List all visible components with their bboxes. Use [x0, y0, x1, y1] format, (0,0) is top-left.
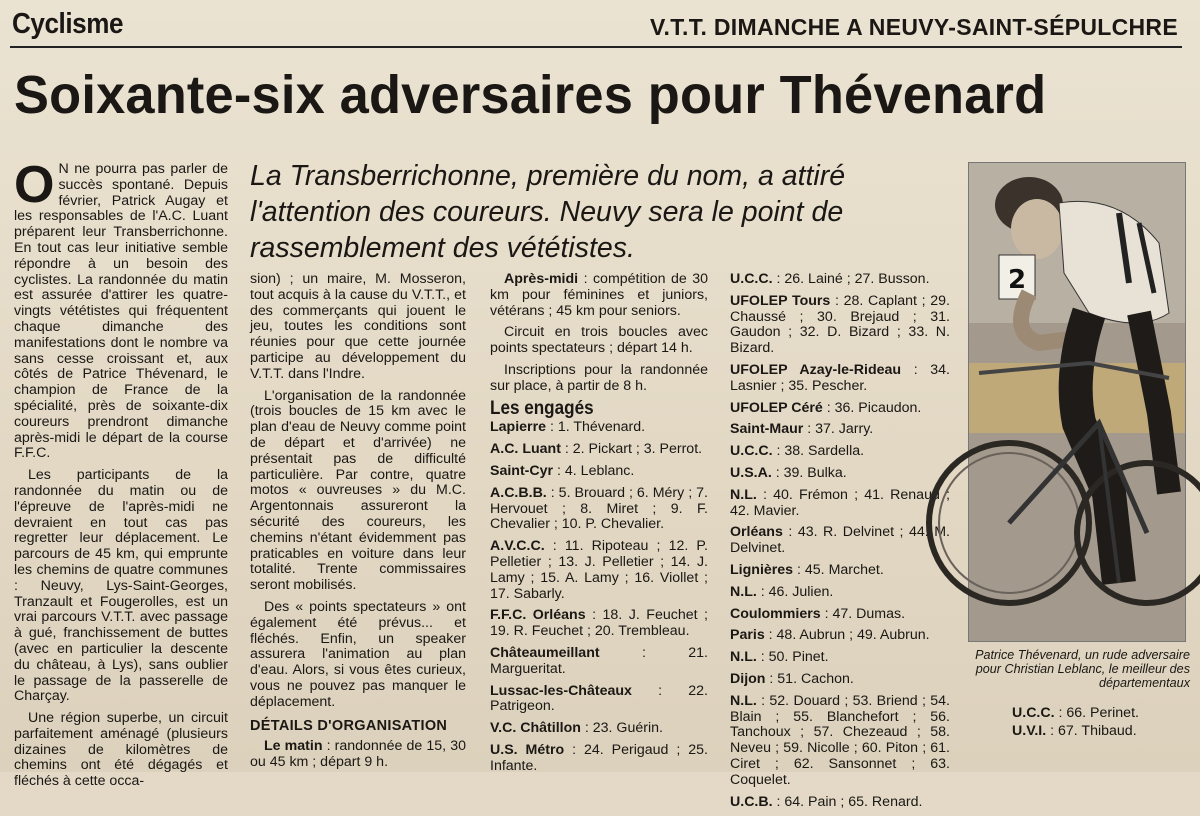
- club-name: U.C.C.: [730, 443, 773, 460]
- entrant-entry: [490, 486, 708, 533]
- rider-names: : 1. Thévenard.: [546, 419, 646, 436]
- entrant-entry: [730, 422, 950, 438]
- entrants-list: [730, 272, 950, 810]
- entrant-entry: [490, 442, 708, 458]
- rider-names: : 11. Ripoteau ; 12. P. Pelletier ; 13. J. Pelletier ; 14. J. Lamy ; 15. A. Lamy ; 16. Viollet ; 17. Sabarly.: [490, 538, 708, 602]
- entrant-entry: [490, 608, 708, 640]
- entrant-entry: [730, 525, 950, 557]
- header-rule: [10, 46, 1182, 48]
- rider-names: : 40. Frémon ; 41. Renaud ; 42. Mavier.: [730, 486, 950, 519]
- entrant-entry: [1012, 706, 1139, 722]
- bib-number: 2: [1007, 265, 1027, 295]
- rider-names: : 39. Bulka.: [771, 464, 847, 481]
- article-column-3: [490, 272, 708, 781]
- rider-names: : 46. Julien.: [756, 583, 834, 600]
- club-name: U.C.C.: [1012, 705, 1055, 721]
- entrant-entry: [730, 607, 950, 623]
- rider-names: : 51. Cachon.: [765, 670, 854, 687]
- kicker: V.T.T. DIMANCHE A NEUVY-SAINT-SÉPULCHRE: [650, 14, 1178, 40]
- club-name: N.L.: [730, 649, 757, 666]
- rider-names: : 28. Caplant ; 29. Chaussé ; 30. Brejaud ; 31. Gaudon ; 32. D. Bizard ; 33. N. Bizard.: [730, 292, 950, 357]
- rider-names: : 47. Dumas.: [820, 605, 906, 622]
- entrant-entry: [1012, 724, 1139, 740]
- entrant-entry: [730, 444, 950, 460]
- entrant-entry: [730, 401, 950, 417]
- rider-names: : 50. Pinet.: [756, 649, 829, 666]
- rider-names: : 5. Brouard ; 6. Méry ; 7. Hervouet ; 8. Miret ; 9. F. Chevalier ; 10. P. Chevalier.: [490, 484, 708, 533]
- schedule-afternoon: Après-midi : compétition de 30 km pour féminines et juniors, vétérans ; 45 km pour seniors.: [490, 271, 708, 319]
- entrant-entry: [730, 650, 950, 666]
- entrant-entry: [730, 672, 950, 688]
- entrant-entry: [490, 646, 708, 678]
- entrant-entry: [490, 684, 708, 716]
- club-name: Paris: [730, 627, 765, 644]
- club-name: N.L.: [730, 486, 757, 503]
- club-name: A.C.B.B.: [490, 484, 547, 501]
- club-name: Orléans: [730, 524, 783, 541]
- rider-names: : 4. Leblanc.: [553, 462, 635, 479]
- entrants-list: [490, 420, 708, 774]
- rider-names: : 23. Guérin.: [580, 720, 663, 737]
- article-paragraph: L'organisation de la randonnée (trois boucles de 15 km avec le plan d'eau de Neuvy comme point de départ et d'arrivée) ne présentait pas de difficulté particulière. Par contre, quatre motos « ouvreuses » du M.C. Argentonnais assureront la sécurité des coureurs, les chemins n'étant évidemment pas praticables en voiture dans leur totalité. Trente commissaires seront mobilisés.: [250, 387, 466, 594]
- entrant-entry: [490, 539, 708, 602]
- club-name: U.C.C.: [730, 271, 773, 287]
- entrant-entry: [730, 272, 950, 288]
- rider-names: : 37. Jarry.: [803, 421, 874, 438]
- entrant-entry: [730, 363, 950, 395]
- standfirst: La Transberrichonne, première du nom, a attiré l'attention des coureurs. Neuvy sera le point de rassemblement des vététistes.: [250, 160, 846, 264]
- entrant-entry: [490, 420, 708, 436]
- article-column-4: [730, 272, 950, 816]
- cyclist-photo: [968, 162, 1186, 642]
- club-name: Saint-Maur: [730, 421, 804, 438]
- rider-names: : 52. Douard ; 53. Briend ; 54. Blain ; 55. Blanchefort ; 56. Tanchoux ; 57. Chezeaud ; 58. Neveu ; 59. Nicolle ; 60. Piton ; 61. Ciret ; 62. Sansonnet ; 63. Coquelet.: [730, 692, 950, 788]
- article-paragraph: Une région superbe, un circuit parfaitement aménagé (plusieurs dizaines de kilomètres de chemins ont été dégagés et fléchés à cette occa-: [14, 710, 228, 790]
- club-name: V.C. Châtillon: [490, 720, 581, 737]
- article-column-2: [250, 272, 466, 777]
- article-paragraph: Les participants de la randonnée du matin ou de l'épreuve de l'après-midi ne devraient en tout cas pas regretter leur déplacement. Le parcours de 45 km, qui emprunte les chemins de quatre communes : Neuvy, Lys-Saint-Georges, Tranzault et Fougerolles, est un vrai parcours V.T.T. avec passage à gué, franchissement de buttes (avec en particulier la descente du château, à Lys), sans oublier le passage de la passerelle de Charçay.: [14, 467, 228, 705]
- section-heading: DÉTAILS D'ORGANISATION: [250, 717, 448, 734]
- club-name: U.C.B.: [730, 793, 773, 810]
- rider-names: : 24. Perigaud ; 25. Infante.: [490, 741, 708, 774]
- club-name: Dijon: [730, 670, 766, 687]
- entrant-entry: [730, 294, 950, 357]
- article-paragraph: O N ne pourra pas parler de succès spontané. Depuis février, Patrick Augay et les responsables de l'A.C. Luant préparent leur Transberrichonne. En tout cas leur initiative semble répondre à un besoin des cyclistes. La randonnée du matin est assurée d'attirer les quatre-vingts vététistes qui fréquentent chaque dimanche des manifestations dont le nombre va sans cesse croissant et, aux côtés de Patrice Thévenard, le champion de France de la spécialité, près de soixante-dix coureurs prendront dimanche après-midi le départ de la course F.F.C.: [14, 156, 228, 462]
- club-name: Lussac-les-Châteaux: [490, 682, 632, 699]
- rider-names: : 67. Thibaud.: [1046, 722, 1137, 739]
- photo-caption: Patrice Thévenard, un rude adversaire pour Christian Leblanc, le meilleur des départementaux: [975, 648, 1190, 690]
- article-paragraph: Des « points spectateurs » ont également été prévus... et fléchés. Enfin, un speaker assurera l'animation au plan d'eau. Alors, si vous êtes curieux, vous ne pouvez pas manquer le déplacement.: [250, 598, 466, 710]
- club-name: F.F.C. Orléans: [490, 607, 586, 624]
- rider-names: : 48. Aubrun ; 49. Aubrun.: [764, 627, 930, 644]
- rider-names: : 38. Sardella.: [772, 443, 865, 460]
- entrant-entry: [490, 721, 708, 737]
- club-name: Lignières: [730, 561, 794, 578]
- rider-names: : 34. Lasnier ; 35. Pescher.: [730, 361, 950, 394]
- entrant-entry: [490, 464, 708, 480]
- article-paragraph: sion) ; un maire, M. Mosseron, tout acquis à la cause du V.T.T., et des commerçants qui jouent le jeu, toutes les conditions sont réunies pour que cette journée participe au développement du V.T.T. dans l'Indre.: [250, 271, 466, 382]
- rider-names: : 26. Lainé ; 27. Busson.: [772, 271, 930, 287]
- entrants-list-extra: [1012, 706, 1139, 742]
- entrant-entry: [730, 585, 950, 601]
- club-name: N.L.: [730, 692, 757, 709]
- entrant-entry: [730, 466, 950, 482]
- rider-names: : 43. R. Delvinet ; 44. M. Delvinet.: [730, 524, 950, 557]
- rider-names: : 66. Perinet.: [1054, 705, 1139, 721]
- schedule-morning: Le matin : randonnée de 15, 30 ou 45 km ; départ 9 h.: [250, 738, 466, 771]
- rider-names: : 18. J. Feuchet ; 19. R. Feuchet ; 20. Trembleau.: [490, 607, 708, 640]
- club-name: Lapierre: [490, 419, 546, 436]
- rider-names: : 2. Pickart ; 3. Perrot.: [560, 441, 703, 458]
- club-name: U.V.I.: [1012, 722, 1047, 739]
- rider-names: : 22. Patrigeon.: [490, 682, 708, 715]
- rider-names: : 21. Margueritat.: [490, 644, 708, 677]
- club-name: A.C. Luant: [490, 441, 561, 458]
- rider-names: : 45. Marchet.: [793, 561, 884, 578]
- rider-names: : 36. Picaudon.: [822, 399, 922, 416]
- entrant-entry: [490, 743, 708, 775]
- club-name: N.L.: [730, 583, 757, 600]
- drop-cap: O: [14, 156, 55, 214]
- headline: Soixante-six adversaires pour Thévenard: [14, 65, 1047, 125]
- club-name: Coulommiers: [730, 605, 821, 622]
- article-paragraph: Circuit en trois boucles avec points spectateurs ; départ 14 h.: [490, 324, 708, 357]
- article-paragraph: Inscriptions pour la randonnée sur place, à partir de 8 h.: [490, 361, 708, 394]
- rider-names: : 64. Pain ; 65. Renard.: [772, 793, 923, 810]
- entrant-entry: [730, 694, 950, 789]
- entrants-heading: Les engagés: [490, 397, 594, 419]
- club-name: Châteaumeillant: [490, 644, 600, 661]
- entrant-entry: [730, 628, 950, 644]
- club-name: A.V.C.C.: [490, 538, 545, 555]
- entrant-entry: [730, 488, 950, 520]
- entrant-entry: [730, 563, 950, 579]
- club-name: UFOLEP Azay-le-Rideau: [730, 361, 902, 378]
- rubric: Cyclisme: [12, 8, 124, 40]
- club-name: U.S.A.: [730, 464, 772, 481]
- article-column-1: [14, 156, 228, 796]
- club-name: Saint-Cyr: [490, 462, 554, 479]
- club-name: UFOLEP Tours: [730, 292, 831, 309]
- entrant-entry: [730, 795, 950, 811]
- cyclist-illustration: [969, 163, 1185, 641]
- club-name: UFOLEP Céré: [730, 399, 823, 416]
- club-name: U.S. Métro: [490, 741, 565, 758]
